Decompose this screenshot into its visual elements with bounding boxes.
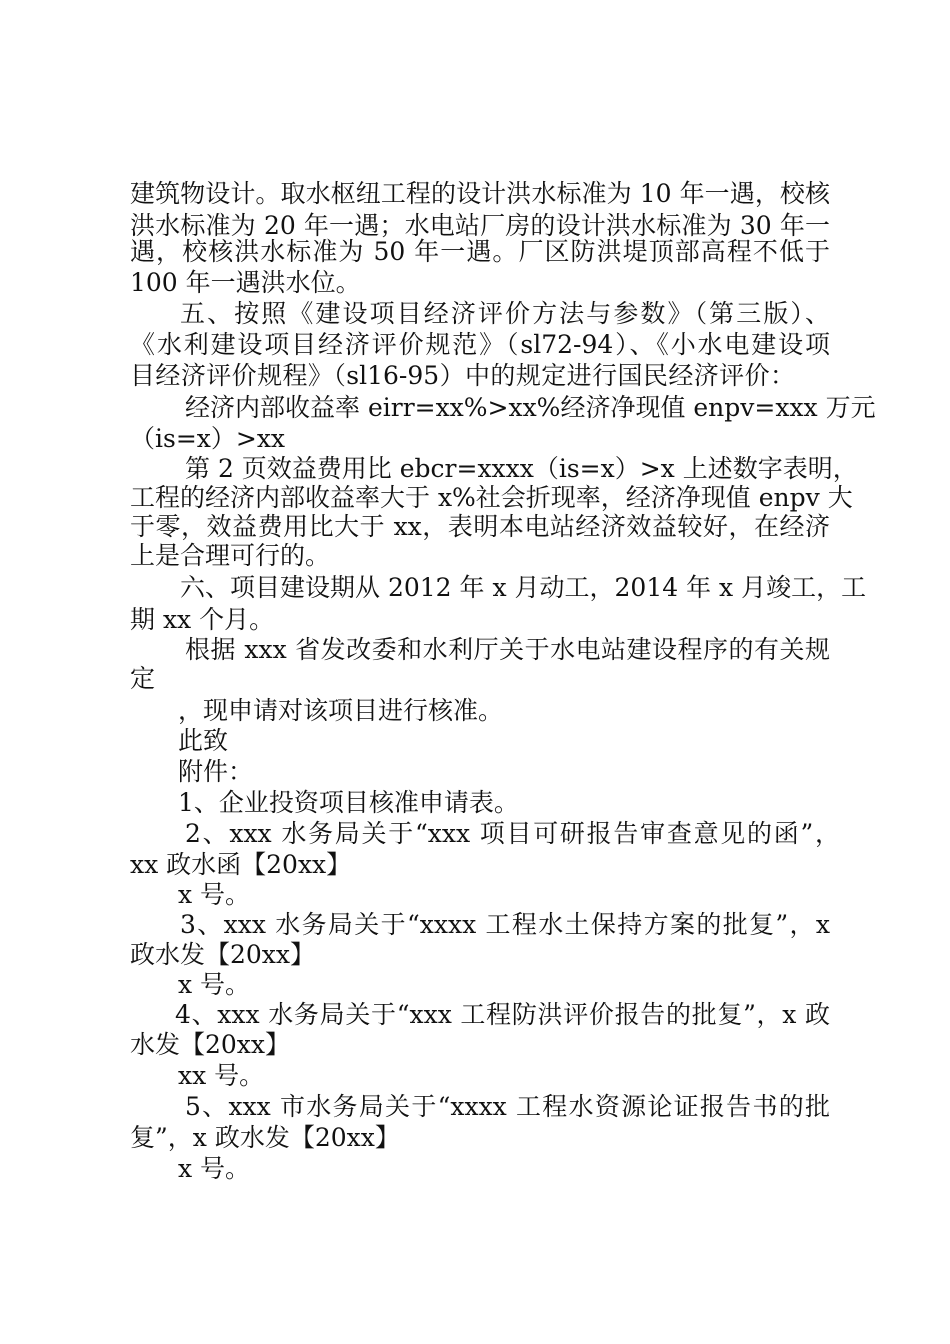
text-line: 工程的经济内部收益率大于 x%社会折现率，经济净现值 enpv 大 [130, 483, 853, 512]
text-line: 1、企业投资项目核准申请表。 [178, 788, 519, 817]
text-line: 2、xxx 水务局关于“xxx 项目可研报告审查意见的函”， [185, 819, 840, 848]
text-line: 100 年一遇洪水位。 [130, 268, 361, 297]
text-line: x 号。 [178, 1154, 251, 1183]
text-line: 洪水标准为 20 年一遇；水电站厂房的设计洪水标准为 30 年一 [130, 211, 830, 240]
text-line: 《水利建设项目经济评价规范》（sl72-94）、《小水电建设项 [130, 330, 830, 359]
text-line: 目经济评价规程》（sl16-95）中的规定进行国民经济评价： [130, 361, 795, 390]
text-line: 此致 [178, 726, 229, 755]
text-line: 六、项目建设期从 2012 年 x 月动工，2014 年 x 月竣工，工 [180, 573, 867, 602]
text-line: 五、按照《建设项目经济评价方法与参数》（第三版）、 [180, 299, 830, 328]
text-line: 定 [130, 664, 156, 693]
text-line: 第 2 页效益费用比 ebcr=xxxx（is=x）>x 上述数字表明， [185, 454, 858, 483]
text-line: 期 xx 个月。 [130, 605, 275, 634]
text-line: 遇，校核洪水标准为 50 年一遇。厂区防洪堤顶部高程不低于 [130, 237, 830, 266]
text-line: 建筑物设计。取水枢纽工程的设计洪水标准为 10 年一遇，校核 [130, 179, 830, 208]
text-line: 上是合理可行的。 [130, 541, 331, 570]
text-line: xx 政水函【20xx】 [130, 850, 352, 879]
text-line: 复”，x 政水发【20xx】 [130, 1123, 400, 1152]
text-line: 根据 xxx 省发改委和水利厅关于水电站建设程序的有关规 [185, 635, 830, 664]
text-line: 3、xxx 水务局关于“xxxx 工程水土保持方案的批复”，x [180, 910, 830, 939]
text-line: ，现申请对该项目进行核准。 [178, 696, 504, 725]
text-line: x 号。 [178, 970, 251, 999]
text-line: 水发【20xx】 [130, 1030, 291, 1059]
text-line: xx 号。 [178, 1061, 265, 1090]
text-line: 附件： [178, 757, 254, 786]
text-line: 于零，效益费用比大于 xx，表明本电站经济效益较好，在经济 [130, 512, 830, 541]
text-line: 政水发【20xx】 [130, 940, 316, 969]
text-line: x 号。 [178, 880, 251, 909]
text-line: （is=x）>xx [130, 424, 286, 453]
text-line: 4、xxx 水务局关于“xxx 工程防洪评价报告的批复”，x 政 [175, 1000, 830, 1029]
text-line: 经济内部收益率 eirr=xx%>xx%经济净现值 enpv=xxx 万元 [185, 393, 876, 422]
text-line: 5、xxx 市水务局关于“xxxx 工程水资源论证报告书的批 [185, 1092, 830, 1121]
